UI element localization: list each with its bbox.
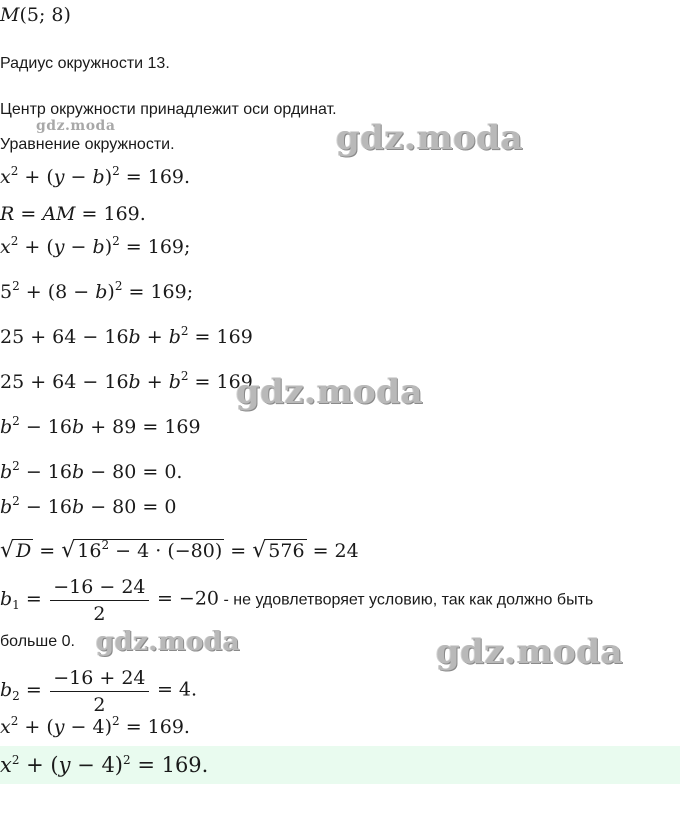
not-satisfy-note: - не удовлетворяет условию, так как должно быть	[223, 591, 594, 609]
equation-quadratic-3: $b^2 - 16b - 80 = 0$	[0, 494, 177, 518]
watermark-top: gdz.moda	[336, 118, 524, 158]
equation-radius: R = AM = 169.	[0, 203, 146, 225]
equation-quadratic-1: $b^2 - 16b + 89 = 169$	[0, 414, 201, 438]
equation-substituted: $5^2 + (8 - b)^2 = 169$;	[0, 279, 194, 303]
watermark-small: gdz.moda	[36, 118, 116, 134]
answer-equation: $x^2 + (y - 4)^2 = 169$.	[0, 753, 209, 777]
result-equation: $x^2 + (y - 4)^2 = 169$.	[0, 714, 190, 738]
greater-zero-note: больше 0.	[0, 633, 75, 650]
watermark-lower-right: gdz.moda	[436, 632, 624, 672]
equation-quadratic-2: $b^2 - 16b - 80 = 0$.	[0, 459, 183, 483]
equation-general-2: $x^2 + (y - b)^2 = 169$;	[0, 234, 191, 258]
radius-statement: Радиус окружности 13.	[0, 55, 170, 72]
equation-general-1: $x^2 + (y - b)^2 = 169$.	[0, 164, 191, 188]
watermark-middle: gdz.moda	[236, 372, 424, 412]
equation-label: Уравнение окружности.	[0, 136, 175, 153]
root-b1: $b_1$ = $\frac{-16 - 24}{2}$ = −20 - не удовлетворяет условию, так как должно быть	[0, 576, 594, 625]
root-b2: $b_2$ = $\frac{-16 + 24}{2}$ = 4.	[0, 667, 198, 716]
fraction-b1: $\frac{-16 - 24}{2}$	[50, 576, 148, 625]
fraction-b2: $\frac{-16 + 24}{2}$	[50, 667, 148, 716]
watermark-lower-left: gdz.moda	[96, 627, 241, 657]
point-m: M(5; 8)	[0, 4, 71, 26]
equation-expanded-2: $25 + 64 - 16b + b^2 = 169$	[0, 369, 253, 393]
equation-expanded-1: $25 + 64 - 16b + b^2 = 169$	[0, 324, 253, 348]
center-statement: Центр окружности принадлежит оси ординат.	[0, 101, 337, 118]
discriminant: √ D = √ $16^2 - 4 \cdot (-80)$ = √ 576 = 24	[0, 538, 359, 563]
